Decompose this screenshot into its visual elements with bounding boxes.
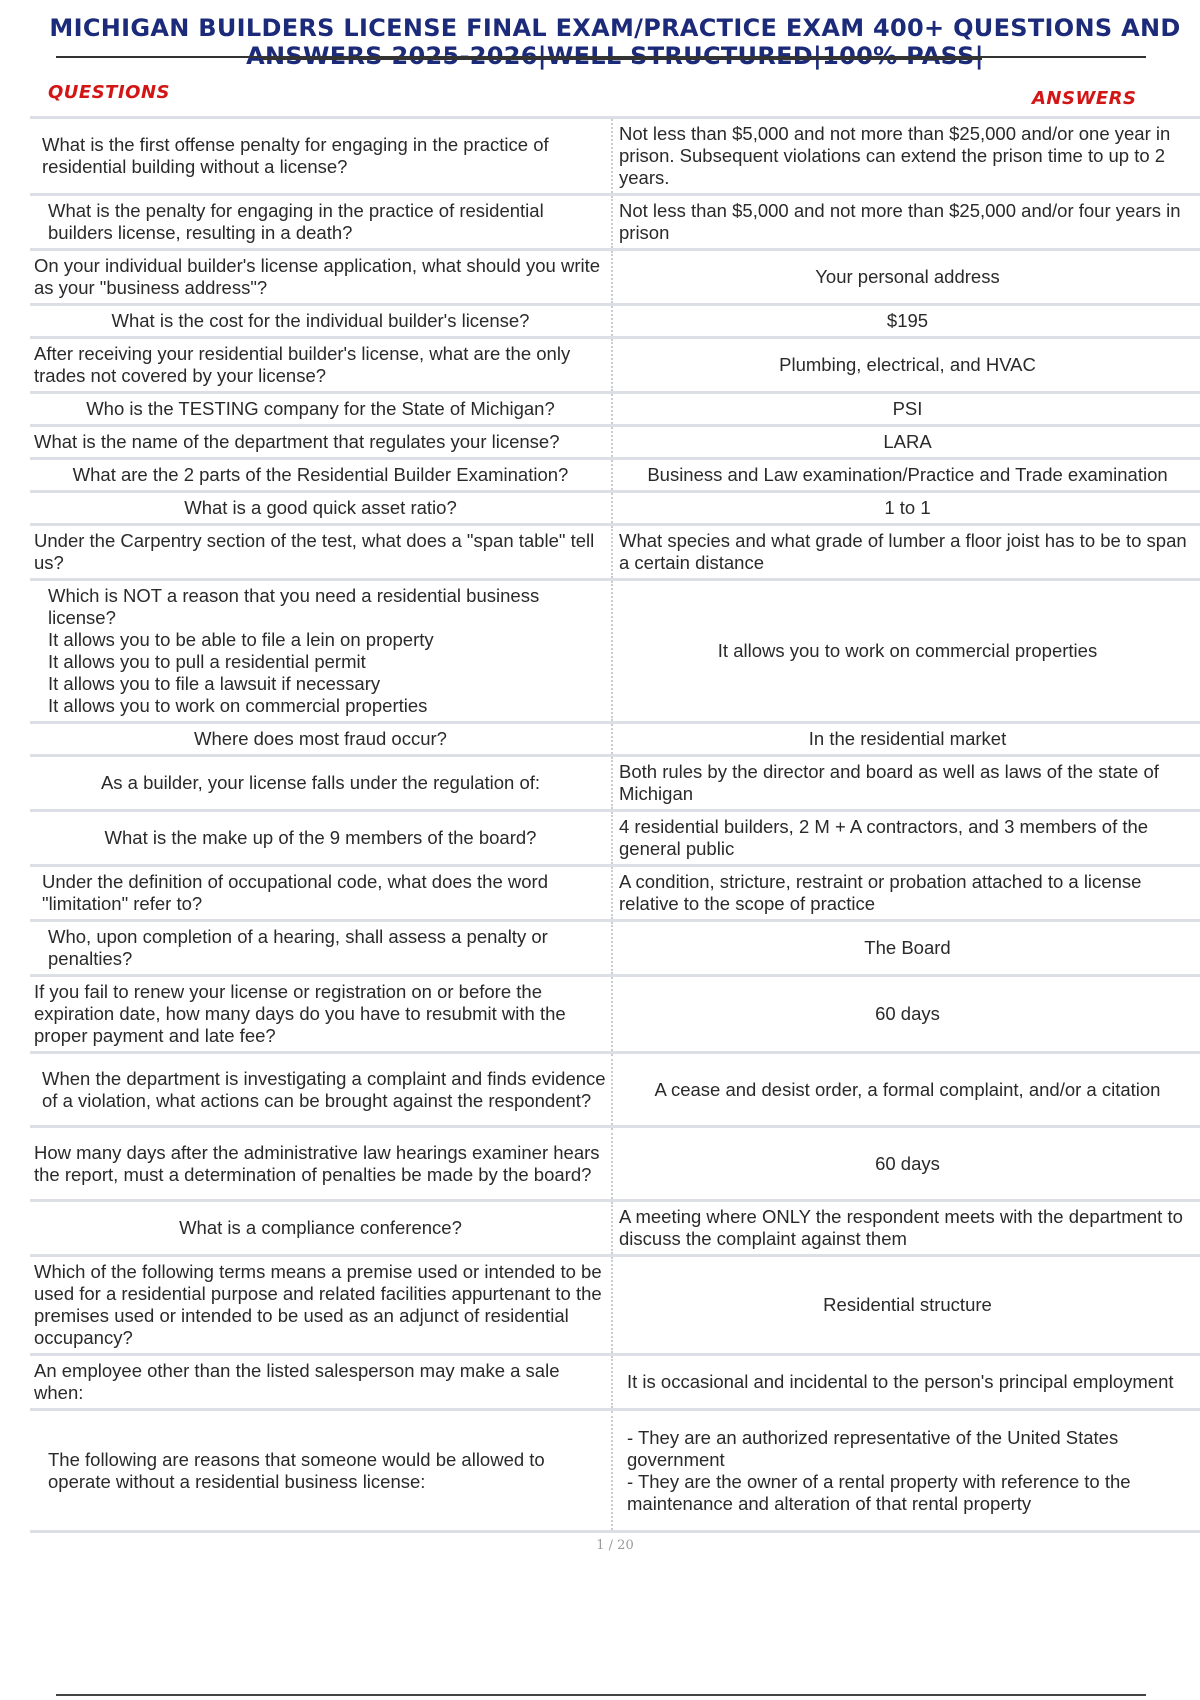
table-row <box>30 459 1200 492</box>
question-cell: If you fail to renew your license or registration on or before the expiration date, how many days do you have to resubmit with the proper payment and late fee? <box>30 976 612 1053</box>
answer-cell: 60 days <box>875 1152 940 1174</box>
table-row <box>30 426 1200 459</box>
question-cell: What is the cost for the individual builder's license? <box>30 305 612 338</box>
table-row <box>30 580 1200 723</box>
answer-cell: 60 days <box>875 1003 940 1024</box>
table-row <box>30 1355 1200 1410</box>
table-row <box>30 1410 1200 1532</box>
table-row <box>30 866 1200 921</box>
title-line-1: MICHIGAN BUILDERS LICENSE FINAL EXAM/PRACTICE EXAM 400+ QUESTIONS AND <box>49 14 1181 42</box>
table-row <box>30 1053 1200 1127</box>
answer-line: - They are an authorized representative of the United States government <box>627 1426 1119 1470</box>
answer-cell: Plumbing, electrical, and HVAC <box>779 354 1036 375</box>
answer-cell: PSI <box>892 398 923 419</box>
question-cell: After receiving your residential builder's license, what are the only trades not covered by your license? <box>30 338 612 393</box>
question-cell: Which of the following terms means a premise used or intended to be used for a residential purpose and related facilities appurtenant to the premises used or intended to be used as an adjunct of residential occupancy? <box>30 1256 612 1355</box>
question-cell: Where does most fraud occur? <box>30 723 612 756</box>
answer-cell: Not less than $5,000 and not more than $25,000 and/or one year in prison. Subsequent violations can extend the prison time to up to 2 years. <box>619 123 1171 188</box>
question-cell: What is a good quick asset ratio? <box>30 492 612 525</box>
answer-cell: It is occasional and incidental to the person's principal employment <box>627 1371 1174 1392</box>
answer-cell: Not less than $5,000 and not more than $25,000 and/or four years in prison <box>619 200 1181 243</box>
answer-cell: The Board <box>864 937 951 958</box>
table-row <box>30 195 1200 250</box>
answer-cell: In the residential market <box>808 728 1007 749</box>
qa-table <box>30 116 1200 1533</box>
answer-cell: A cease and desist order, a formal complaint, and/or a citation <box>654 1078 1161 1100</box>
page-number: 1 / 20 <box>596 1538 634 1553</box>
questions-column-heading: QUESTIONS <box>48 82 170 103</box>
table-row <box>30 338 1200 393</box>
answer-cell: It allows you to work on commercial properties <box>717 640 1098 661</box>
table-row <box>30 525 1200 580</box>
answer-cell: A meeting where ONLY the respondent meets with the department to discuss the complaint against them <box>619 1206 1183 1249</box>
question-option: It allows you to work on commercial properties <box>48 695 428 716</box>
question-cell: Who, upon completion of a hearing, shall assess a penalty or penalties? <box>30 921 612 976</box>
answers-column-heading: ANSWERS <box>1032 88 1137 109</box>
answer-cell: Residential structure <box>823 1294 992 1315</box>
question-cell: When the department is investigating a complaint and finds evidence of a violation, what actions can be brought against the respondent? <box>30 1053 612 1127</box>
question-cell: How many days after the administrative law hearings examiner hears the report, must a determination of penalties be made by the board? <box>30 1127 612 1201</box>
question-line: Which is NOT a reason that you need a residential business license? <box>48 585 540 628</box>
title-strikethrough <box>262 58 982 60</box>
table-row <box>30 921 1200 976</box>
question-cell: What are the 2 parts of the Residential Builder Examination? <box>30 459 612 492</box>
question-cell: On your individual builder's license application, what should you write as your "business address"? <box>30 250 612 305</box>
question-option: It allows you to file a lawsuit if necessary <box>48 673 381 694</box>
table-row <box>30 756 1200 811</box>
answer-cell: LARA <box>883 431 932 452</box>
table-row <box>30 811 1200 866</box>
table-row <box>30 1256 1200 1355</box>
question-cell: As a builder, your license falls under the regulation of: <box>30 756 612 811</box>
footer-rule <box>56 1694 1146 1696</box>
answer-cell: Your personal address <box>815 266 1000 287</box>
answer-cell: What species and what grade of lumber a floor joist has to be to span a certain distance <box>619 530 1187 573</box>
table-row <box>30 976 1200 1053</box>
answer-cell: Both rules by the director and board as well as laws of the state of Michigan <box>619 761 1159 804</box>
answer-cell: A condition, stricture, restraint or probation attached to a license relative to the scope of practice <box>619 871 1142 914</box>
question-cell: Who is the TESTING company for the State of Michigan? <box>30 393 612 426</box>
table-row <box>30 1201 1200 1256</box>
question-cell: What is the penalty for engaging in the practice of residential builders license, resulting in a death? <box>30 195 612 250</box>
question-cell: What is the first offense penalty for engaging in the practice of residential building without a license? <box>30 118 612 195</box>
answer-cell: 4 residential builders, 2 M + A contractors, and 3 members of the general public <box>619 816 1149 859</box>
question-cell: What is a compliance conference? <box>30 1201 612 1256</box>
answer-line: - They are the owner of a rental property with reference to the maintenance and alteration of that rental property <box>627 1470 1131 1514</box>
question-cell <box>30 580 612 723</box>
table-row <box>30 305 1200 338</box>
answer-cell: $195 <box>886 310 929 331</box>
question-cell: The following are reasons that someone would be allowed to operate without a residential business license: <box>30 1410 612 1532</box>
answer-cell: Business and Law examination/Practice and Trade examination <box>647 464 1168 485</box>
answer-cell: 1 to 1 <box>884 497 931 518</box>
question-option: It allows you to be able to file a lein on property <box>48 629 434 650</box>
table-row <box>30 118 1200 195</box>
table-row <box>30 250 1200 305</box>
document-title <box>40 14 1190 70</box>
question-cell: Under the definition of occupational code, what does the word "limitation" refer to? <box>30 866 612 921</box>
question-cell: What is the name of the department that regulates your license? <box>30 426 612 459</box>
table-row <box>30 393 1200 426</box>
table-row <box>30 723 1200 756</box>
question-cell: What is the make up of the 9 members of the board? <box>30 811 612 866</box>
question-cell: An employee other than the listed salesperson may make a sale when: <box>30 1355 612 1410</box>
question-option: It allows you to pull a residential permit <box>48 651 366 672</box>
table-row <box>30 1127 1200 1201</box>
question-cell: Under the Carpentry section of the test, what does a "span table" tell us? <box>30 525 612 580</box>
table-row <box>30 492 1200 525</box>
answer-cell <box>612 1410 1200 1532</box>
